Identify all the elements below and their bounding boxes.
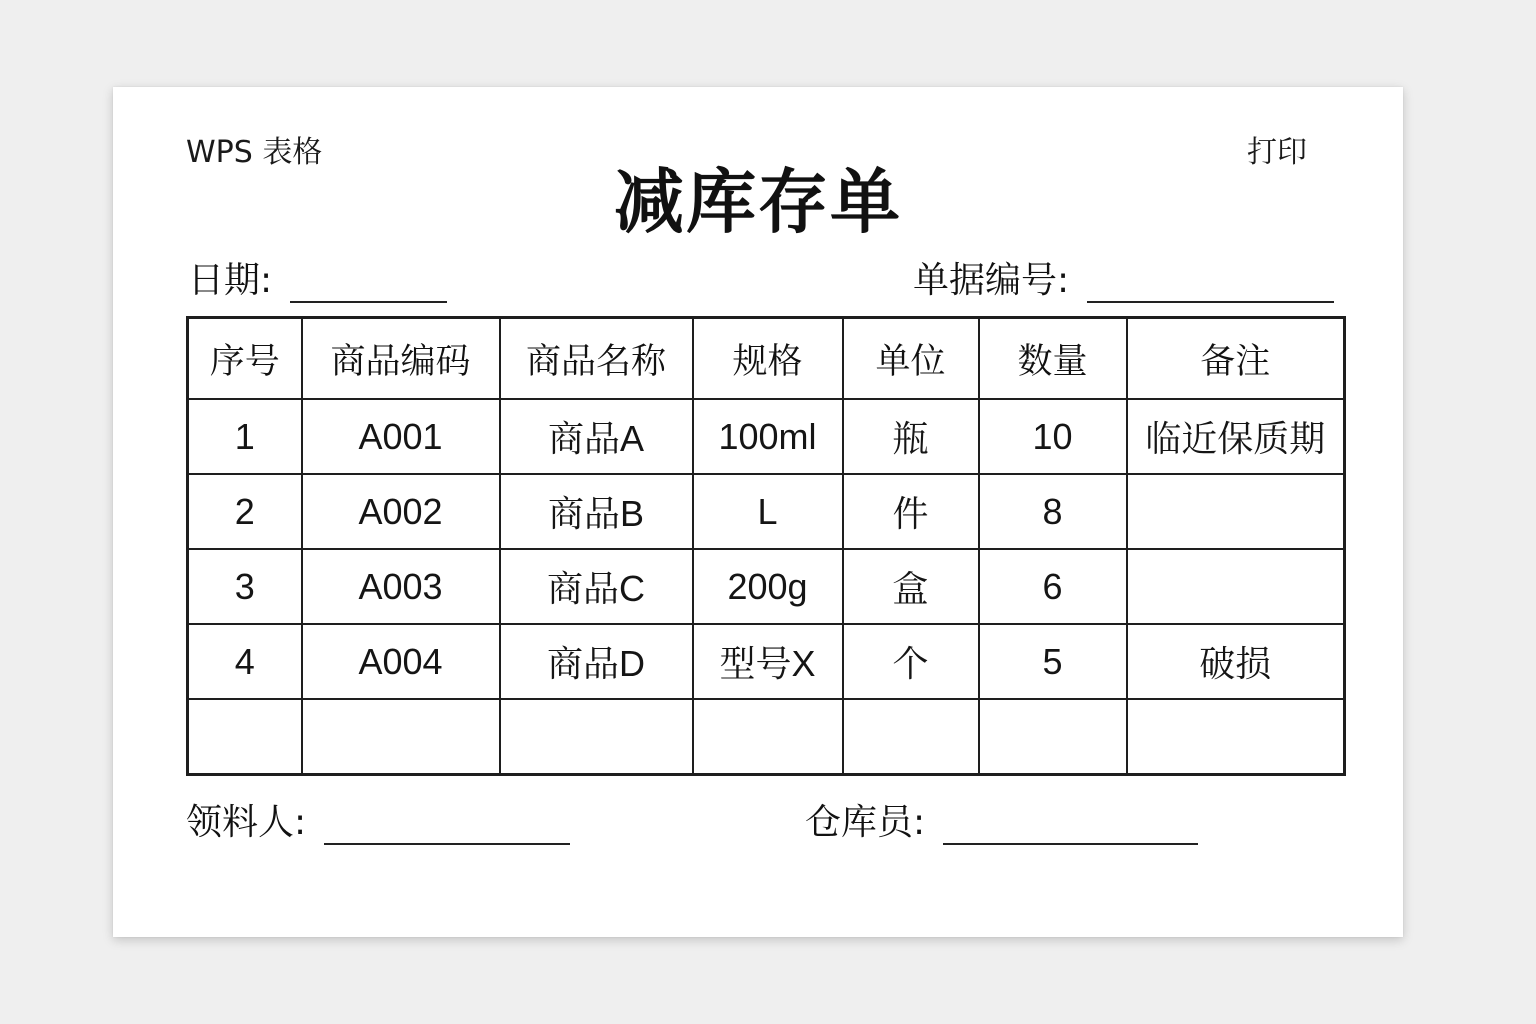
picker-input[interactable] (324, 807, 570, 845)
picker-label: 领料人: (186, 802, 307, 843)
table-cell[interactable]: 商品B (500, 474, 693, 549)
table-cell[interactable]: 1 (188, 399, 302, 474)
table-cell[interactable] (979, 699, 1127, 775)
table-row-empty (188, 699, 1345, 775)
table-cell[interactable]: 商品D (500, 624, 693, 699)
table-cell[interactable]: 临近保质期 (1127, 399, 1345, 474)
doc-number-input[interactable] (1087, 265, 1334, 303)
table-cell[interactable]: 2 (188, 474, 302, 549)
print-button[interactable]: 打印 (1247, 135, 1307, 170)
table-cell[interactable]: 型号X (693, 624, 843, 699)
header-cell-unit: 单位 (843, 318, 979, 400)
table-cell[interactable]: 8 (979, 474, 1127, 549)
table-cell[interactable] (693, 699, 843, 775)
table-cell[interactable] (188, 699, 302, 775)
table-row (188, 474, 1345, 549)
table-cell[interactable]: A004 (302, 624, 500, 699)
doc-number-field (913, 259, 1334, 303)
header-cell-name: 商品名称 (500, 318, 693, 400)
table-row (188, 549, 1345, 624)
table-header-row (188, 318, 1345, 400)
picker-field (186, 801, 570, 845)
table-cell[interactable]: 10 (979, 399, 1127, 474)
page-title: 减库存单 (614, 161, 902, 243)
doc-number-label: 单据编号: (913, 260, 1070, 301)
warehouse-keeper-label: 仓库员: (805, 802, 926, 843)
table-cell[interactable]: L (693, 474, 843, 549)
table-row (188, 399, 1345, 474)
stock-reduction-sheet (113, 87, 1403, 937)
table-cell[interactable] (500, 699, 693, 775)
table-cell[interactable]: 瓶 (843, 399, 979, 474)
table-cell[interactable]: 商品A (500, 399, 693, 474)
table-cell[interactable] (302, 699, 500, 775)
table-cell[interactable]: 盒 (843, 549, 979, 624)
table-cell[interactable] (1127, 549, 1345, 624)
header-cell-spec: 规格 (693, 318, 843, 400)
table-row (188, 624, 1345, 699)
inventory-table (186, 316, 1346, 776)
table-cell[interactable] (1127, 474, 1345, 549)
table-cell[interactable]: A001 (302, 399, 500, 474)
table-cell[interactable]: A002 (302, 474, 500, 549)
app-name: WPS 表格 (186, 135, 323, 170)
table-cell[interactable] (843, 699, 979, 775)
table-cell[interactable] (1127, 699, 1345, 775)
header-cell-code: 商品编码 (302, 318, 500, 400)
table-cell[interactable]: 5 (979, 624, 1127, 699)
date-label: 日期: (188, 260, 273, 301)
table-cell[interactable]: 200g (693, 549, 843, 624)
table-cell[interactable]: 商品C (500, 549, 693, 624)
date-input[interactable] (290, 265, 447, 303)
header-cell-index: 序号 (188, 318, 302, 400)
date-field (188, 259, 447, 303)
table-cell[interactable]: 破损 (1127, 624, 1345, 699)
table-cell[interactable]: 个 (843, 624, 979, 699)
table-cell[interactable]: A003 (302, 549, 500, 624)
table-cell[interactable]: 3 (188, 549, 302, 624)
table-cell[interactable]: 件 (843, 474, 979, 549)
header-cell-quantity: 数量 (979, 318, 1127, 400)
table-cell[interactable]: 6 (979, 549, 1127, 624)
warehouse-keeper-field (805, 801, 1198, 845)
warehouse-keeper-input[interactable] (943, 807, 1198, 845)
table-cell[interactable]: 4 (188, 624, 302, 699)
header-cell-remarks: 备注 (1127, 318, 1345, 400)
table-cell[interactable]: 100ml (693, 399, 843, 474)
